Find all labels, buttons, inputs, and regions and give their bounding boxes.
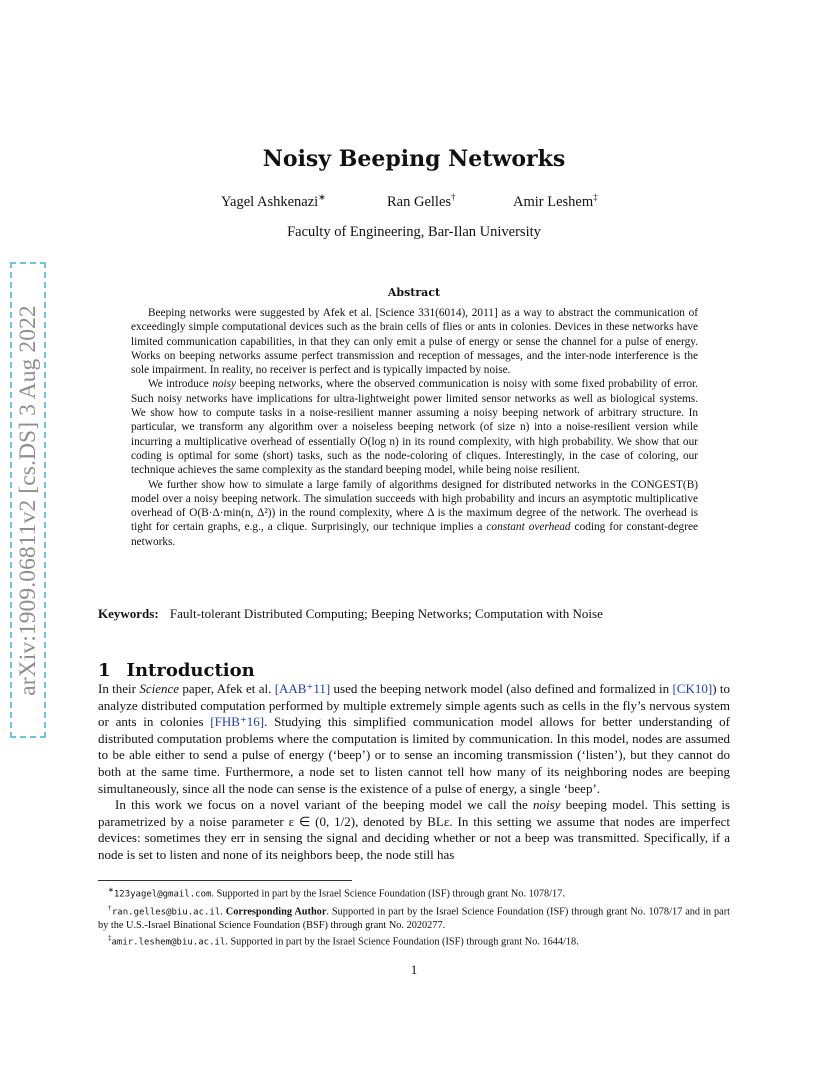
intro-p1-text-2: paper, Afek et al.: [179, 681, 275, 696]
intro-p1-text-4: ) to analyze distributed computation performed by multiple extremely simple agents such as cells in the fly’s nervous system or ants in colonies: [98, 681, 730, 730]
author-1-name: Yagel Ashkenazi: [221, 193, 319, 210]
footnote-2-email: ran.gelles@biu.ac.il: [111, 907, 221, 918]
abstract-paragraph-2: [131, 377, 698, 477]
footnote-1: [98, 884, 730, 902]
intro-p2-text-b: beeping model. This setting is parametrized by a noise parameter ε ∈ (0, 1/2), denoted by BLε. In this setting we assume that nodes are imperfect devices: sometimes they err in sensing the signal and deciding whether or not a beep was transmitted. Specifically, if a node is set to listen and none of its neighbors beep, the node still has: [98, 797, 730, 862]
footnote-1-text: . Supported in part by the Israel Science Foundation (ISF) through grant No. 1078/17.: [211, 888, 565, 900]
intro-p1-text-1: In their: [98, 681, 140, 696]
abstract-p2-text-b: beeping networks, where the observed communication is noisy with some fixed probability of error. Such noisy networks have implications for ultra-lightweight power limited sensor networks as well as biological systems. We show how to compute tasks in a noise-resilient manner assuming a noisy beeping network of arbitrary structure. In particular, we transform any algorithm over a noiseless beeping network (of size n) into a noise-resilient version while incurring a multiplicative overhead of essentially O(log n) in its round complexity, with high probability. We show that our coding is optimal for some (short) tasks, such as the node-coloring of cliques. Interestingly, in the case of coloring, our technique achieves the same complexity as the standard beeping model, while being noise resilient.: [131, 378, 698, 477]
footnote-3-text: . Supported in part by the Israel Science Foundation (ISF) through grant No. 1644/18.: [225, 936, 579, 948]
keywords: [98, 606, 738, 622]
keywords-label: Keywords:: [98, 606, 159, 621]
affiliation: Faculty of Engineering, Bar-Ilan University: [287, 224, 541, 240]
footnote-1-mark: ∗: [108, 886, 114, 894]
section-title: Introduction: [126, 659, 255, 681]
keywords-text: Fault-tolerant Distributed Computing; Beeping Networks; Computation with Noise: [169, 606, 603, 621]
page-number: 1: [410, 962, 418, 977]
intro-paragraph-1: [98, 681, 730, 797]
abstract-body: [131, 306, 698, 549]
abstract-p3-text-a: We further show how to simulate a large family of algorithms designed for distributed networks in the CONGEST(B) model over a noisy beeping network. The simulation succeeds with high probability and incurs an asymptotic multiplicative overhead of O(B·Δ·min(n, Δ²)) in the round complexity, where Δ is the maximum degree of the network. The overhead is tight for certain graphs, e.g., a clique. Surprisingly, our technique implies a: [131, 478, 698, 534]
author-3-name: Amir Leshem: [513, 193, 594, 210]
intro-p1-text-5: . Studying this simplified communication model allows for better understanding of distributed computation problems where the computation is limited by communication. In this model, nodes are assumed to be able either to send a pulse of energy (‘beep’) or to sense an incoming transmission (‘listen’), but they cannot do both at the same time. Furthermore, a node set to listen cannot tell how many of its neighboring nodes are beeping simultaneously, since all the node can sense is the existence of a pulse of energy, a single ‘beep’.: [98, 714, 730, 796]
arxiv-sidebar-stamp: [10, 262, 46, 738]
footnote-2-mark: †: [108, 903, 112, 912]
footnote-2: †ran.gelles@biu.ac.il. Corresponding Author. Supported in part by the Israel Science Foundation (ISF) through grant No. 1078/17 and in part by the U.S.-Israel Binational Science Foundation (BSF) through grant No. 2020277.: [98, 903, 730, 932]
abstract-p3-emphasis: constant overhead: [486, 521, 571, 534]
abstract-p3-text-b: coding for constant-degree networks.: [131, 521, 698, 548]
section-heading-introduction: [98, 660, 255, 681]
intro-paragraph-2: [98, 797, 730, 863]
author-1-mark: ∗: [318, 192, 326, 202]
abstract-p2-text-a: We introduce: [148, 378, 213, 391]
footnote-3: [98, 932, 730, 950]
citation-link-aab11[interactable]: [AAB⁺11]: [274, 681, 331, 696]
author-2-name: Ran Gelles: [387, 193, 452, 210]
footnote-2-bold: Corresponding Author: [225, 906, 327, 918]
footnote-1-email: 123yagel@gmail.com: [113, 889, 212, 900]
arxiv-id-text: arXiv:1909.06811v2 [cs.DS] 3 Aug 2022: [14, 304, 41, 696]
intro-p1-text-3: used the beeping network model (also defined and formalized in: [330, 681, 673, 696]
intro-p2-emphasis: noisy: [533, 797, 561, 813]
footnote-2-text: . Supported in part by the Israel Science Foundation (ISF) through grant No. 1078/17 and in part by the U.S.-Israel Binational Science Foundation (BSF) through grant No. 2020277.: [98, 906, 730, 932]
footnote-divider: [98, 880, 352, 881]
intro-p1-emphasis: Science: [139, 681, 180, 696]
abstract-heading: Abstract: [387, 286, 441, 299]
abstract-paragraph-3: [131, 478, 698, 549]
section-number: 1: [98, 659, 111, 681]
author-2: [387, 192, 456, 211]
footnotes: [98, 884, 730, 950]
citation-link-ck10[interactable]: [CK10]: [672, 681, 713, 696]
abstract-p2-emphasis: noisy: [212, 378, 237, 391]
author-3-mark: ‡: [593, 192, 598, 202]
abstract-paragraph-1: Beeping networks were suggested by Afek et al. [Science 331(6014), 2011] as a way to abstract the communication of exceedingly simple computational devices such as the brain cells of flies or ants in colonies. Devices in these networks have limited communication capabilities, in that they can only emit a pulse of energy or sense the channel for a pulse of energy. Works on beeping networks assume perfect transmission and reception of messages, and the inter-node interference is the sole impairment. In reality, no receiver is perfect and is typically impacted by noise.: [131, 307, 698, 377]
paper-title: Noisy Beeping Networks: [262, 146, 566, 172]
introduction-body: [98, 681, 730, 864]
footnote-3-mark: ‡: [108, 934, 112, 943]
author-1: [221, 192, 326, 211]
author-2-mark: †: [451, 192, 456, 202]
footnote-3-email: amir.leshem@biu.ac.il: [111, 937, 226, 948]
author-3: [513, 192, 598, 211]
citation-link-fhb16[interactable]: [FHB⁺16]: [210, 714, 265, 730]
intro-p2-text-a: In this work we focus on a novel variant of the beeping model we call the: [115, 797, 534, 813]
